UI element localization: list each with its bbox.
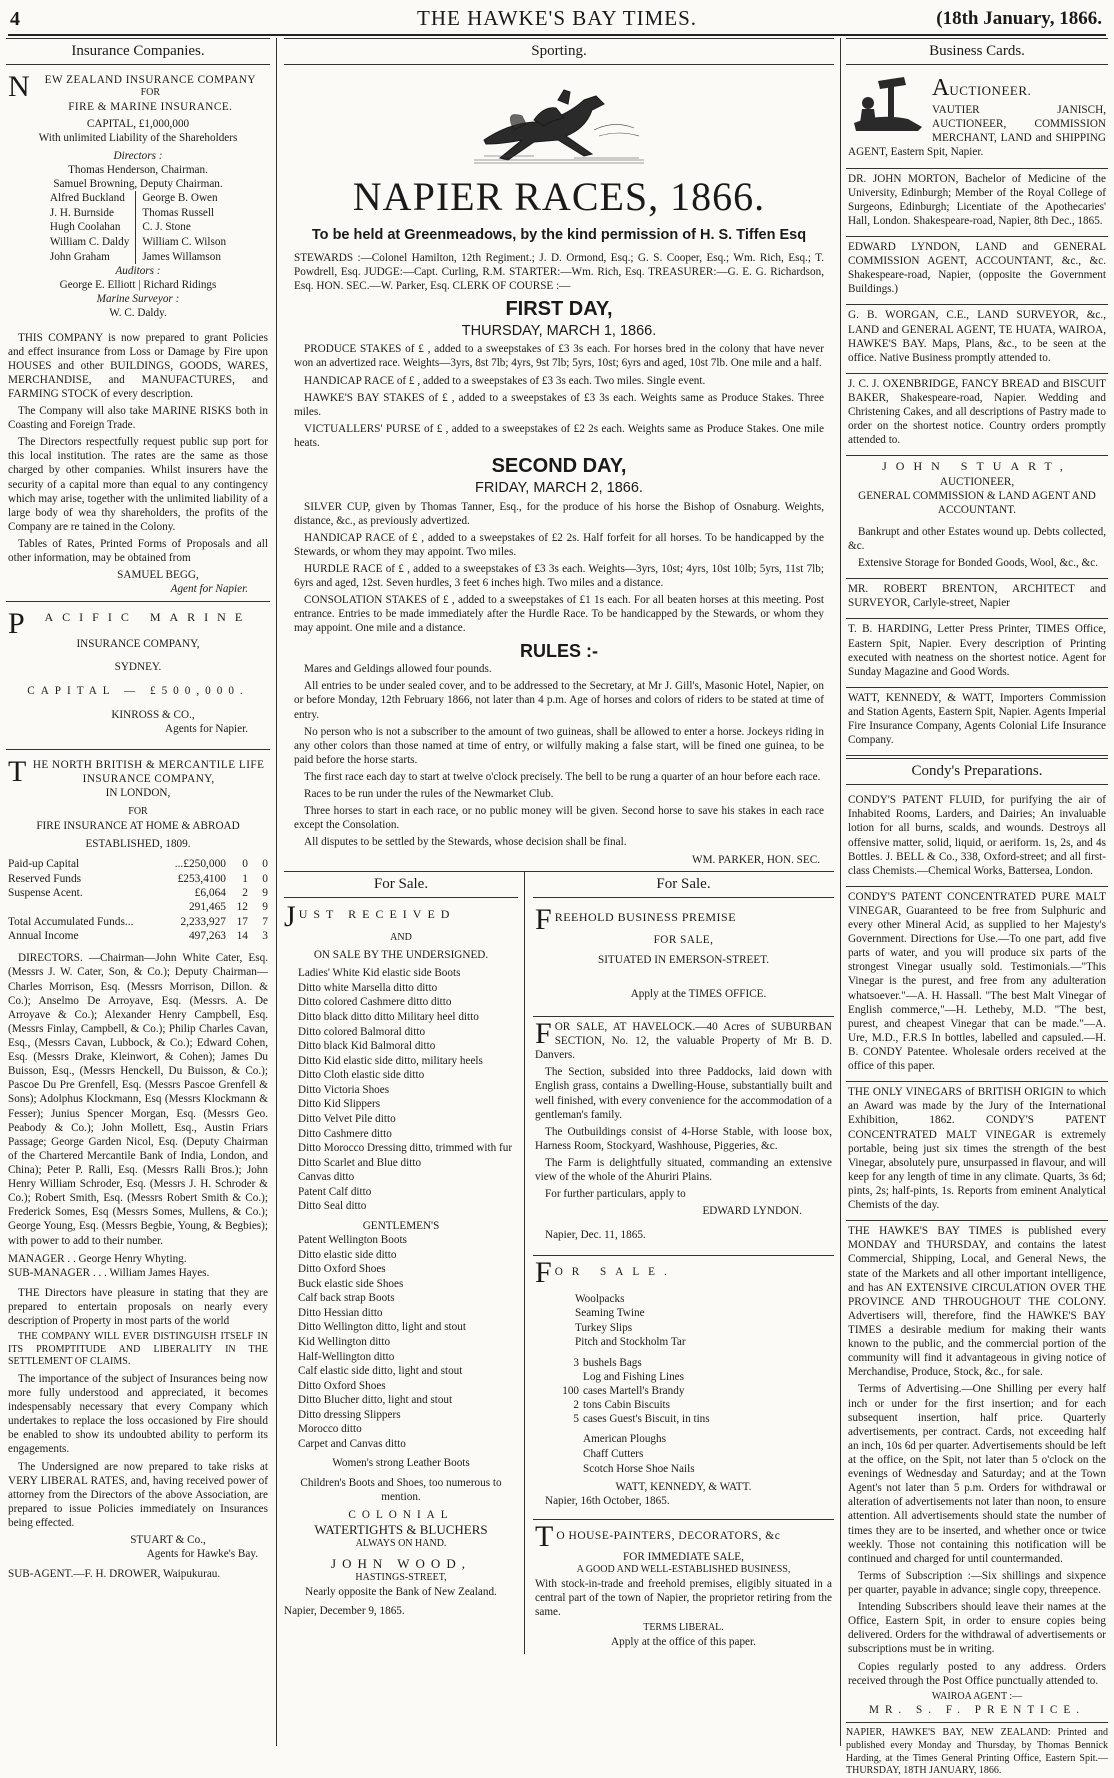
ad-subheading: GENTLEMEN'S	[362, 1219, 440, 1232]
ad-line: INSURANCE COMPANY,	[76, 638, 200, 651]
ad-paragraph: Copies regularly posted to any address. Orders received through the Post Office punctually attended to.	[848, 1660, 1106, 1687]
section-heading-for-sale: For Sale.	[284, 872, 518, 898]
list-item: Ditto Cloth elastic side ditto	[298, 1069, 425, 1082]
ad-line: Apply at the TIMES OFFICE.	[630, 987, 767, 1000]
ad-paragraph: G. B. WORGAN, C.E., LAND SURVEYOR, &c., LAND and GENERAL AGENT, TE HUATA, WAIROA, HAWKE'S BAY. Maps, Plans, &c., to be seen at the office. Native Business promptly attended to.	[848, 309, 1106, 364]
ad-paragraph: J. C. J. OXENBRIDGE, FANCY BREAD and BISCUIT BAKER, Shakespeare-road, Napier. Wedding and Christening Cakes, and all descriptions of Pastry made to order on the shortest notice. Country orders promptly attended to.	[848, 377, 1106, 447]
ad-line: SUB-AGENT.—F. H. DROWER, Waipukurau.	[8, 1568, 221, 1581]
director-name: C. J. Stone	[142, 221, 191, 234]
oxenbridge-card	[846, 374, 1108, 457]
list-item: tons Cabin Biscuits	[583, 1399, 671, 1412]
ad-paragraph: Extensive Storage for Bonded Goods, Wool, &c., &c.	[858, 557, 1099, 570]
ad-paragraph: T. B. HARDING, Letter Press Printer, TIMES Office, Eastern Spit, Napier. Every description of Printing executed with neatness on the shortest notice. Agent for Sunday Magazine and Good Words.	[848, 623, 1106, 678]
gents-boots-list	[284, 1233, 518, 1451]
ad-line: AUCTIONEER,	[939, 475, 1015, 488]
ad-signature: Agents for Hawke's Bay.	[146, 1548, 258, 1561]
ad-line: Apply at the office of this paper.	[611, 1635, 756, 1648]
race-entry: HURDLE RACE of £ , added to a sweepstakes of £3 3s each. Weights—3yrs, 10st; 4yrs, 10st 10lb; 5yrs, 11st 7lb; 6yrs and aged, 12st. Seven hurdles, 3 feet 6 inches high. Two miles and a distance.	[294, 562, 824, 590]
ad-line: ON SALE BY THE UNDERSIGNED.	[313, 949, 489, 962]
ad-paragraph: DIRECTORS. —Chairman—John White Cater, Esq. (Messrs J. W. Cater, Son, & Co.); Deputy Chairman—Charles Morrison, Esq. (Messrs Morrison, Dillon. & Co.); Anselmo De Arroyave, Esq. (Messrs. A. De Arroyave & Co.); Alexander Henry Campbell, Esq. (Messrs Finlay, Campbell, & Co.); Philip Charles Cavan, Esq., (Messrs Cavan, Lubbock, & Co.); Edward Cohen, Esq. (Messrs Drake, Kleinwort, & Cohen); James Du Buisson, Esq., (Messrs Henckell, Du Buisson, & Co.); Pascoe Du Pre Grenfell, Esq. (Messrs Pascoe Grenfell & Sons); Adolphus Klockmann, Esq (Messrs Klockmann & Fesser); Junius Spencer Morgan, Esq. (Messrs Geo. Peabody & Co.); John Mollett, Esq., Austin Friars Passage; George Garden Nicol, Esq. (Deputy Chairman of the Chartered Mercantile Bank of India, London, and China); Peter P. Ralli, Esq. (Messrs Ralli Bros.); John Henry William Schroder, Esq. (Messrs J. H. Schroder & Co.); Robert Smith, Esq. (Messrs Robert Smith & Co.); Frederick Somes, Esq (Messrs Somes, Mullens, & Co.); George Young, Esq. (Messrs Begbie, Young, & Begbies); with power to add to their number.	[8, 952, 268, 1247]
ad-signature: Agents for Napier.	[165, 722, 248, 735]
list-item: Morocco ditto	[298, 1423, 362, 1436]
ad-subheading: Directors :	[113, 149, 163, 162]
morton-card	[846, 169, 1108, 237]
ad-paragraph: With stock-in-trade and freehold premises, eligibly situated in a central part of the town of Napier, the proprietor retiring from the same.	[535, 1578, 832, 1619]
ad-line: WATERTIGHTS & BLUCHERS	[314, 1521, 488, 1537]
race-entry: VICTUALLERS' PURSE of £ , added to a sweepstakes of £2 2s each. Weights same as Produce Stakes. One mile heats.	[294, 422, 824, 449]
list-item: 2	[573, 1399, 579, 1412]
directors-left	[50, 191, 136, 264]
lyndon-card	[846, 237, 1108, 305]
rule-item: All entries to be under sealed cover, and to be addressed to the Secretary, at Mr J. Gill's, Masonic Hotel, Napier, on or before Monday, 12th February 1866, not later than 4 p.m. Age of horses and colors of riders to be stated at time of entry.	[294, 680, 824, 721]
list-item: Scotch Horse Shoe Nails	[583, 1462, 695, 1475]
list-item: Woolpacks	[575, 1292, 625, 1305]
for-sale-boots	[284, 872, 525, 1654]
merchandise-quantities	[535, 1356, 832, 1427]
nz-insurance-ad	[6, 70, 270, 603]
ad-paragraph: Tables of Rates, Printed Forms of Proposals and all other information, may be obtained from	[8, 538, 268, 565]
list-item: Ditto colored Balmoral ditto	[298, 1025, 426, 1038]
ad-line: ALWAYS ON HAND.	[355, 1538, 447, 1550]
ad-line: Women's strong Leather Boots	[332, 1457, 470, 1470]
brenton-card	[846, 579, 1108, 619]
ad-title: HE NORTH BRITISH & MERCANTILE LIFE INSURANCE COMPANY,	[32, 759, 265, 786]
ad-paragraph: The Farm is delightfully situated, commanding an extensive view of the whole of the Ahuriri Plains.	[535, 1156, 832, 1184]
ad-line: COLONIAL	[348, 1508, 454, 1521]
drop-cap: T	[8, 755, 27, 789]
ad-line: AND	[390, 931, 412, 943]
list-item: Ditto elastic side ditto	[298, 1248, 397, 1261]
financial-cell: Suspense Acent.	[8, 886, 83, 899]
race-entry: CONSOLATION STAKES of £ , added to a sweepstakes of £1 1s each. For all beaten horses at this meeting. Post entrance. Entries to be made immediately after the Hurdle Race. To be handicapped by the Stewards, or whom they may appoint. One mile and a distance.	[294, 594, 824, 635]
financial-cell: ...£250,000	[174, 858, 226, 871]
ad-line: FOR SALE,	[653, 933, 714, 946]
list-item: Patent Calf ditto	[298, 1185, 372, 1198]
list-item: Turkey Slips	[575, 1321, 633, 1334]
list-item: bushels Bags	[583, 1356, 642, 1369]
financial-cell	[8, 900, 173, 914]
condy-exhibition-ad	[846, 1082, 1108, 1221]
financial-cell: 14	[236, 929, 248, 942]
ad-line: FOR	[128, 806, 148, 818]
ad-paragraph: The Section, subsided into three Paddocks, laid down with English grass, contains a Dwelling-House, substantially built and well finished, with every convenience for the accommodation of a gentleman's family.	[535, 1066, 832, 1121]
auction-gavel-icon	[848, 73, 928, 137]
list-item: Buck elastic side Shoes	[298, 1277, 404, 1290]
director-name: Hugh Coolahan	[49, 221, 121, 234]
ad-paragraph: The Directors respectfully request public sup port for this local institution. The rates are the same as those charged by other companies. Whilst insurers have the security of a capital more than equal to any contingency which may arise, together with the unlimited liability of a large body of wea thy shareholders, the profits of the Company are re tained in the Colony.	[8, 436, 268, 533]
list-item: Ditto Cashmere ditto	[298, 1127, 392, 1140]
director-name: George B. Owen	[142, 192, 218, 205]
condy-vinegar-ad	[846, 887, 1108, 1082]
ad-paragraph: OR SALE, AT HAVELOCK.—40 Acres of SUBURBAN SECTION, No. 12, the valuable Property of Mr B. D. Danvers.	[535, 1020, 832, 1062]
directors-right	[142, 191, 226, 264]
ad-signature: JOHN WOOD,	[331, 1555, 471, 1571]
worgan-card	[846, 305, 1108, 373]
list-item: Kid Wellington ditto	[298, 1335, 391, 1348]
hbt-notice	[846, 1221, 1108, 1723]
rule-item: Mares and Geldings allowed four pounds.	[304, 663, 492, 676]
financial-cell: 0	[262, 858, 268, 871]
director-name: John Graham	[49, 250, 110, 263]
director-name: Alfred Buckland	[49, 192, 125, 205]
for-sale-section	[284, 871, 834, 1654]
racehorse-engraving	[474, 70, 644, 166]
ad-signature: EDWARD LYNDON.	[702, 1205, 802, 1218]
ad-line: WAIROA AGENT :—	[931, 1690, 1023, 1702]
drop-cap: F	[535, 1016, 552, 1050]
ad-paragraph: THIS COMPANY is now prepared to grant Policies and effect insurance from Loss or Damage by Fire upon HOUSES and other BUILDINGS, GOODS, WARES, MERCHANDISE, and MANUFACTURES, and FARMING STOCK of every description.	[8, 331, 268, 400]
ad-title: OR SALE.	[554, 1266, 676, 1279]
list-item: Log and Fishing Lines	[583, 1370, 684, 1383]
day-date: FRIDAY, MARCH 2, 1866.	[475, 480, 643, 497]
ad-title: O HOUSE-PAINTERS, DECORATORS, &c	[556, 1530, 781, 1543]
list-item: Ditto black Kid Balmoral ditto	[298, 1040, 436, 1053]
director-name: James Willamson	[142, 250, 221, 263]
ad-paragraph: VAUTIER JANISCH, AUCTIONEER, COMMISSION MERCHANT, LAND and SHIPPING AGENT, Eastern Spit, Napier.	[848, 104, 1106, 159]
issue-date: (18th January, 1866.	[936, 8, 1102, 29]
financial-cell: 3	[262, 929, 268, 942]
financial-cell: 1	[242, 872, 248, 885]
ad-line: Samuel Browning, Deputy Chairman.	[53, 178, 223, 191]
ad-line: TERMS LIBERAL.	[643, 1622, 724, 1634]
day-heading: FIRST DAY,	[505, 297, 613, 320]
ad-date: Napier, 16th October, 1865.	[545, 1495, 670, 1508]
ad-line: IN LONDON,	[105, 787, 171, 800]
ad-line: MANAGER . . George Henry Whyting.	[8, 1252, 187, 1265]
rule-item: The first race each day to start at twelve o'clock precisely. The bell to be rung a quarter of an hour before each race.	[304, 770, 821, 783]
list-item: Ditto black ditto ditto Military heel ditto	[298, 1011, 479, 1024]
list-item: Ditto colored Cashmere ditto ditto	[298, 996, 452, 1009]
ad-paragraph: THE ONLY VINEGARS of BRITISH ORIGIN to which an Award was made by the Jury of the International Exhibition, 1862. CONDY'S PATENT CONCENTRATED MALT VINEGAR is extremely portable, being just six times the strength of the best Vinegar, absolutely pure, unsurpassed in flavour, and will keep for any length of time in any climate. Quarts, 3s 6d; pints, 2s; half-pints, 1s. Reports from eminent Analytical Chemists of the day.	[848, 1086, 1106, 1212]
merchandise-list	[535, 1432, 832, 1476]
day1-race-list	[284, 342, 834, 450]
financial-cell: 9	[262, 901, 268, 914]
list-item: 3	[573, 1356, 579, 1369]
ad-signature: SAMUEL BEGG,	[117, 569, 199, 582]
column-business-cards	[846, 38, 1108, 1777]
section-heading-for-sale: For Sale.	[533, 872, 834, 898]
printer-imprint: NAPIER, HAWKE'S BAY, NEW ZEALAND: Printed and published every Monday and Thursday, by Thomas Bennick Harding, at the Times General Printing Office, Eastern Spit.—THURSDAY, 18TH JANUARY, 1866.	[846, 1727, 1108, 1777]
newspaper-title: THE HAWKE'S BAY TIMES.	[417, 6, 697, 30]
director-name: J. H. Burnside	[49, 206, 114, 219]
ad-paragraph: THE HAWKE'S BAY TIMES is published every MONDAY and THURSDAY, and contains the latest Commercial, Shipping, Local, and General News, the state of the Markets and all other important intelligence, and has AN EXTENSIVE CIRCULATION OVER THE PROVINCE AND THROUGHOUT THE COLONY. Advertisers will, therefore, find the HAWKE'S BAY TIMES a desirable medium for making their wants known to the public, and the commercial portion of the community will find it advantageous in giving notice of Merchandise, Produce, Stock, &c., for sale.	[848, 1225, 1106, 1379]
column-rule	[840, 38, 841, 1746]
financial-cell: 7	[262, 915, 268, 928]
list-item: Ditto Kid elastic side ditto, military heels	[298, 1054, 483, 1067]
list-item: 100	[562, 1385, 579, 1398]
ad-title: REEHOLD BUSINESS PREMISE	[554, 909, 737, 924]
ad-paragraph: MR. ROBERT BRENTON, ARCHITECT and SURVEYOR, Carlyle-street, Napier	[848, 583, 1106, 610]
ad-line: Children's Boots and Shoes, too numerous to mention.	[300, 1476, 502, 1503]
ad-line: SITUATED IN EMERSON-STREET.	[597, 953, 769, 966]
financial-cell: 12	[236, 901, 248, 914]
ad-line: George E. Elliott | Richard Ridings	[59, 279, 217, 292]
ad-line: FOR	[140, 87, 161, 98]
condy-fluid-ad	[846, 790, 1108, 887]
ad-line: GENERAL COMMISSION & LAND AGENT AND ACCOUNTANT.	[858, 489, 1096, 516]
ad-line: Nearly opposite the Bank of New Zealand.	[305, 1585, 497, 1598]
ad-paragraph: The importance of the subject of Insurances being now more fully understood and appreciated, it becomes indespensably necessary that every Company which undertakes to replace the loss occasioned by Fire should be enabled to show its undoubted ability to perform its engagements.	[8, 1372, 268, 1456]
ad-line: SYDNEY.	[114, 660, 162, 673]
ad-date: Napier, Dec. 11, 1865.	[545, 1229, 646, 1242]
ad-paragraph: The Outbuildings consist of 4-Horse Stable, with loose box, Harness Room, Stockyard, Washhouse, Piggeries, &c.	[535, 1125, 832, 1152]
ad-title: EW ZEALAND INSURANCE COMPANY	[44, 73, 256, 86]
list-item: Calf elastic side ditto, light and stout	[298, 1365, 463, 1378]
financial-cell: 17	[236, 915, 248, 928]
list-item: Ditto Oxford Shoes	[298, 1263, 386, 1276]
race-entry: HAWKE'S BAY STAKES of £ , added to a sweepstakes of £3 3s each. Weights same as Produce Stakes. Three miles.	[294, 391, 824, 418]
race-entry: PRODUCE STAKES of £ , added to a sweepstakes of £3 3s each. For horses bred in the colony that have never won an advertized race. Weights—3yrs, 8st 7lb; 4yrs, 9st 7lb; 5yrs, 10st; 6yrs and aged, 10st 7lb. One mile and a half.	[294, 343, 824, 370]
rule-item: All disputes to be settled by the Stewards, whose decision shall be final.	[304, 836, 627, 849]
ad-signature: MR. S. F. PRENTICE.	[869, 1704, 1085, 1717]
list-item: Ditto Blucher ditto, light and stout	[298, 1394, 453, 1407]
ad-paragraph: Intending Subscribers should leave their names at the Office, Eastern Spit, in order to ensure copies being delivered. Orders for the withdrawal of advertisements or subscriptions must be in writing.	[848, 1601, 1106, 1656]
list-item: Ditto Wellington ditto, light and stout	[298, 1321, 466, 1334]
ad-line: FIRE & MARINE INSURANCE.	[68, 100, 233, 113]
director-name: William C. Wilson	[142, 235, 227, 248]
rule-item: Three horses to start in each race, or no public money will be given. Second horse to save his stakes in each race except the Consolation.	[294, 805, 824, 832]
ad-line: CAPITAL — £500,000.	[27, 684, 249, 697]
page-number: 4	[10, 8, 20, 30]
rule-item: Races to be run under the rules of the Newmarket Club.	[304, 788, 554, 801]
drop-cap: T	[535, 1520, 554, 1554]
ad-title: UCTIONEER.	[949, 82, 1032, 98]
column-insurance	[6, 38, 270, 1746]
financial-cell: Annual Income	[8, 929, 79, 942]
ad-paragraph: CONDY'S PATENT CONCENTRATED PURE MALT VINEGAR, Guaranteed to be free from Sulphuric and every other Mineral Acid, as supplied to her Majesty's Government. Directions for Use.—To one part, add five parts of water, and you will produce six parts of the strongest Vinegar usually sold. Testimonials.—"This Vinegar is the purest, and free from any adulteration whatsoever."—A. H. Hassall. "The best Malt Vinegar of English commerce,"—H. Letheby, M.D. "The best, purest, and cheapest Vinegar that can be made."—A. Ure, M.D., F.R.S In bottles, labelled and capsuled.—H. B. CONDY Patentee. Wholesale orders received at the office of this paper.	[848, 890, 1106, 1073]
list-item: Ditto Victoria Shoes	[298, 1083, 390, 1096]
ad-line: FOR IMMEDIATE SALE,	[623, 1551, 744, 1564]
ad-signature: STUART & Co.,	[130, 1534, 206, 1547]
ad-line: ESTABLISHED, 1809.	[85, 838, 191, 851]
financial-cell: Paid-up Capital	[8, 858, 80, 871]
ad-paragraph: Bankrupt and other Estates wound up. Debts collected, &c.	[848, 525, 1106, 552]
list-item: Ditto white Marsella ditto ditto	[298, 981, 438, 994]
list-item: Ditto Oxford Shoes	[298, 1379, 386, 1392]
section-heading-condy: Condy's Preparations.	[846, 758, 1108, 785]
drop-cap: F	[535, 902, 552, 936]
list-item: Ditto Velvet Pile ditto	[298, 1112, 396, 1125]
secretary-signature: WM. PARKER, HON. SEC.	[692, 853, 820, 866]
ad-paragraph: The Undersigned are now prepared to take risks at VERY LIBERAL RATES, and, having received power of attorney from the Directors of the above Association, are prepared to issue Policies immediately on Insurances being effected.	[8, 1460, 268, 1530]
rule-item: No person who is not a subscriber to the amount of two guineas, shall be allowed to enter a horse. Jockeys riding in any other colors than those named at time of entry, or wilfully making a false start, will be fined one guinea, to be paid before the horse starts.	[294, 725, 824, 766]
list-item: Ditto Hessian ditto	[298, 1306, 383, 1319]
freehold-ad	[533, 903, 834, 1017]
directors-list	[8, 191, 268, 264]
list-item: Ditto Seal ditto	[298, 1200, 367, 1213]
house-painters-ad	[533, 1520, 834, 1654]
ad-signature: Agent for Napier.	[170, 583, 248, 596]
director-name: William C. Daldy	[49, 235, 130, 248]
ad-paragraph: For further particulars, apply to	[545, 1188, 686, 1201]
financial-cell: 2	[242, 886, 248, 899]
ad-line: With unlimited Liability of the Shareholders	[38, 131, 238, 144]
havelock-ad	[533, 1017, 834, 1257]
financial-cell: 9	[262, 886, 268, 899]
ad-signature: KINROSS & CO.,	[111, 708, 195, 721]
list-item	[549, 1370, 583, 1384]
financial-table	[8, 857, 268, 943]
ad-paragraph: The Company will also take MARINE RISKS both in Coasting and Foreign Trade.	[8, 405, 268, 432]
ladies-boots-list	[284, 966, 518, 1214]
financial-cell: 0	[242, 858, 248, 871]
list-item: American Ploughs	[583, 1433, 666, 1446]
for-sale-property	[525, 872, 834, 1654]
list-item: cases Martell's Brandy	[583, 1385, 685, 1398]
merchandise-ad	[533, 1256, 834, 1520]
ad-paragraph: CONDY'S PATENT FLUID, for purifying the air of Inhabited Rooms, Larders, and Dairies; An invaluable lotion for all burns, scalds, and wounds. Destroys all offensive matter, solid, liquid, or aeriform. 1s, 2s, and 4s Bottles. J. BELL & Co., 338, Oxford-street; and all first-class Chemists.—Chemical Works, Battersea, London.	[848, 794, 1106, 877]
ad-title: ACIFIC MARINE	[44, 610, 252, 625]
harding-card	[846, 619, 1108, 687]
ad-line: SUB-MANAGER . . . William James Hayes.	[8, 1266, 210, 1279]
ad-line: Thomas Henderson, Chairman.	[68, 164, 208, 177]
ad-line: W. C. Daldy.	[109, 307, 167, 320]
ad-line: CAPITAL, £1,000,000	[86, 117, 190, 130]
drop-cap: F	[535, 1256, 552, 1290]
ad-title: JOHN STUART,	[882, 459, 1072, 474]
ad-subheading: Marine Surveyor :	[96, 293, 180, 306]
ad-subheading: Auditors :	[115, 265, 161, 278]
ad-paragraph: THE Directors have pleasure in stating that they are prepared to entertain proposals on nearly every description of Property in most parts of the world	[8, 1286, 268, 1328]
financial-cell: 291,465	[188, 901, 226, 914]
race-entry: HANDICAP RACE of £ , added to a sweepstakes of £2 2s. Half forfeit for all horses. To be handicapped by the Stewards, or whom they may appoint. Two miles.	[294, 531, 824, 558]
list-item: Canvas ditto	[298, 1171, 355, 1184]
pacific-marine-ad	[6, 602, 270, 750]
column-sporting	[284, 38, 834, 1746]
list-item: Chaff Cutters	[583, 1447, 644, 1460]
list-item: Carpet and Canvas ditto	[298, 1437, 406, 1450]
list-item: Half-Wellington ditto	[298, 1350, 395, 1363]
list-item: Ditto Scarlet and Blue ditto	[298, 1156, 422, 1169]
ad-line: HASTINGS-STREET,	[355, 1572, 447, 1584]
financial-cell: 0	[262, 872, 268, 885]
ad-signature: WATT, KENNEDY, & WATT.	[615, 1481, 752, 1494]
list-item: Ladies' White Kid elastic side Boots	[298, 967, 461, 980]
financial-cell: Total Accumulated Funds...	[8, 915, 134, 928]
drop-cap: A	[932, 74, 950, 101]
stewards-paragraph: STEWARDS :—Colonel Hamilton, 12th Regiment.; J. D. Ormond, Esq.; G. S. Cooper, Esq.; Wm. Rich, Esq.; T. Powdrell, Esq. JUDGE:—Capt. Curling, R.M. STARTER:—Wm. Rich, Esq. TREASURER:—G. E. G. Richardson, Esq. HON. SEC.—W. Parker, Esq. CLERK OF COURSE :—	[294, 251, 824, 292]
north-british-ad	[6, 750, 270, 1586]
ad-paragraph: EDWARD LYNDON, LAND and GENERAL COMMISSION AGENT, ACCOUNTANT, &c., &c. Shakespeare-road, Napier, (opposite the Government Buildings.)	[848, 241, 1106, 296]
column-rule	[276, 38, 277, 1746]
races-subtitle: To be held at Greenmeadows, by the kind permission of H. S. Tiffen Esq	[311, 227, 807, 244]
ad-paragraph: Terms of Subscription :—Six shillings and sixpence per quarter, payable in advance; single copy, threepence.	[848, 1569, 1106, 1596]
list-item: cases Guest's Biscuit, in tins	[583, 1413, 710, 1426]
ad-paragraph: THE COMPANY WILL EVER DISTINGUISH ITSELF IN ITS PROMPTITUDE AND LIBERALITY IN THE SETTLEMENT OF CLAIMS.	[8, 1331, 268, 1368]
day2-race-list	[284, 500, 834, 636]
ad-date: Napier, December 9, 1865.	[284, 1604, 405, 1617]
director-name: Thomas Russell	[142, 206, 215, 219]
ad-line: A GOOD AND WELL-ESTABLISHED BUSINESS,	[576, 1564, 791, 1576]
ad-line: FIRE INSURANCE AT HOME & ABROAD	[36, 819, 240, 832]
list-item: Calf back strap Boots	[298, 1292, 395, 1305]
race-entry: SILVER CUP, given by Thomas Tanner, Esq., for the produce of his horse the Bishop of Osnaburg. Weights, distance, &c., as previously advertized.	[294, 500, 824, 527]
financial-cell: £6,064	[194, 886, 226, 899]
ad-title: UST RECEIVED	[298, 906, 456, 921]
list-item: Ditto dressing Slippers	[298, 1408, 401, 1421]
day-heading: SECOND DAY,	[491, 455, 627, 478]
list-item: 5	[573, 1413, 579, 1426]
list-item: Seaming Twine	[575, 1307, 645, 1320]
financial-cell: 497,263	[188, 929, 226, 942]
list-item: Patent Wellington Boots	[298, 1234, 407, 1246]
drop-cap: J	[284, 899, 296, 933]
drop-cap: N	[8, 69, 30, 103]
ad-paragraph: Terms of Advertising.—One Shilling per every half inch or under for the first insertion; and for each subsequent insertion, half price. Quarterly advertisements, per contract. Cards, not exceeding half an inch, 10s 6d per quarter. Advertisements should be left at the office, on the Spit, not later than 5 o'clock on the evenings of Wednesday and Saturday; and at the Town Agent's not later than 5 p.m. Orders for withdrawal or alteration of advertisements not later than noon, to ensure attention. All advertisements should state the number of times they are to be inserted, and whether once or twice weekly. Those not containing this notification will be continued and charged for until countermanded.	[848, 1383, 1106, 1565]
auctioneer-card	[846, 70, 1108, 169]
merchandise-list	[535, 1292, 832, 1350]
section-heading-sporting: Sporting.	[284, 38, 834, 65]
list-item: Pitch and Stockholm Tar	[575, 1336, 686, 1349]
financial-cell: Reserved Funds	[8, 872, 82, 885]
masthead	[8, 4, 1106, 36]
day-date: THURSDAY, MARCH 1, 1866.	[461, 323, 657, 340]
financial-cell: 2,233,927	[180, 915, 226, 928]
list-item: Ditto Morocco Dressing ditto, trimmed with fur	[298, 1142, 513, 1155]
races-title: NAPIER RACES, 1866.	[352, 173, 766, 219]
race-entry: HANDICAP RACE of £ , added to a sweepstakes of £3 3s each. Two miles. Single event.	[304, 374, 706, 387]
list-item: Ditto Kid Slippers	[298, 1098, 381, 1111]
ad-paragraph: DR. JOHN MORTON, Bachelor of Medicine of the University, Edinburgh; Member of the Royal College of Surgeons, Edinburgh; Licentiate of the Apothecaries' Hall, London. Shakespeare-road, Napier, 8th Dec., 1865.	[848, 172, 1106, 227]
drop-cap: P	[8, 607, 25, 641]
rules-heading: RULES :-	[520, 640, 598, 661]
ad-paragraph: WATT, KENNEDY, & WATT, Importers Commission and Station Agents, Eastern Spit, Napier. Agents Imperial Fire Insurance Company, Agents Colonial Life Insurance Company.	[848, 691, 1106, 747]
section-heading-business-cards: Business Cards.	[846, 38, 1108, 65]
wkw-card	[846, 688, 1108, 756]
stuart-card	[846, 456, 1108, 579]
financial-cell: £253,4100	[177, 872, 226, 885]
section-heading-insurance: Insurance Companies.	[6, 38, 270, 65]
rules-list	[284, 662, 834, 849]
